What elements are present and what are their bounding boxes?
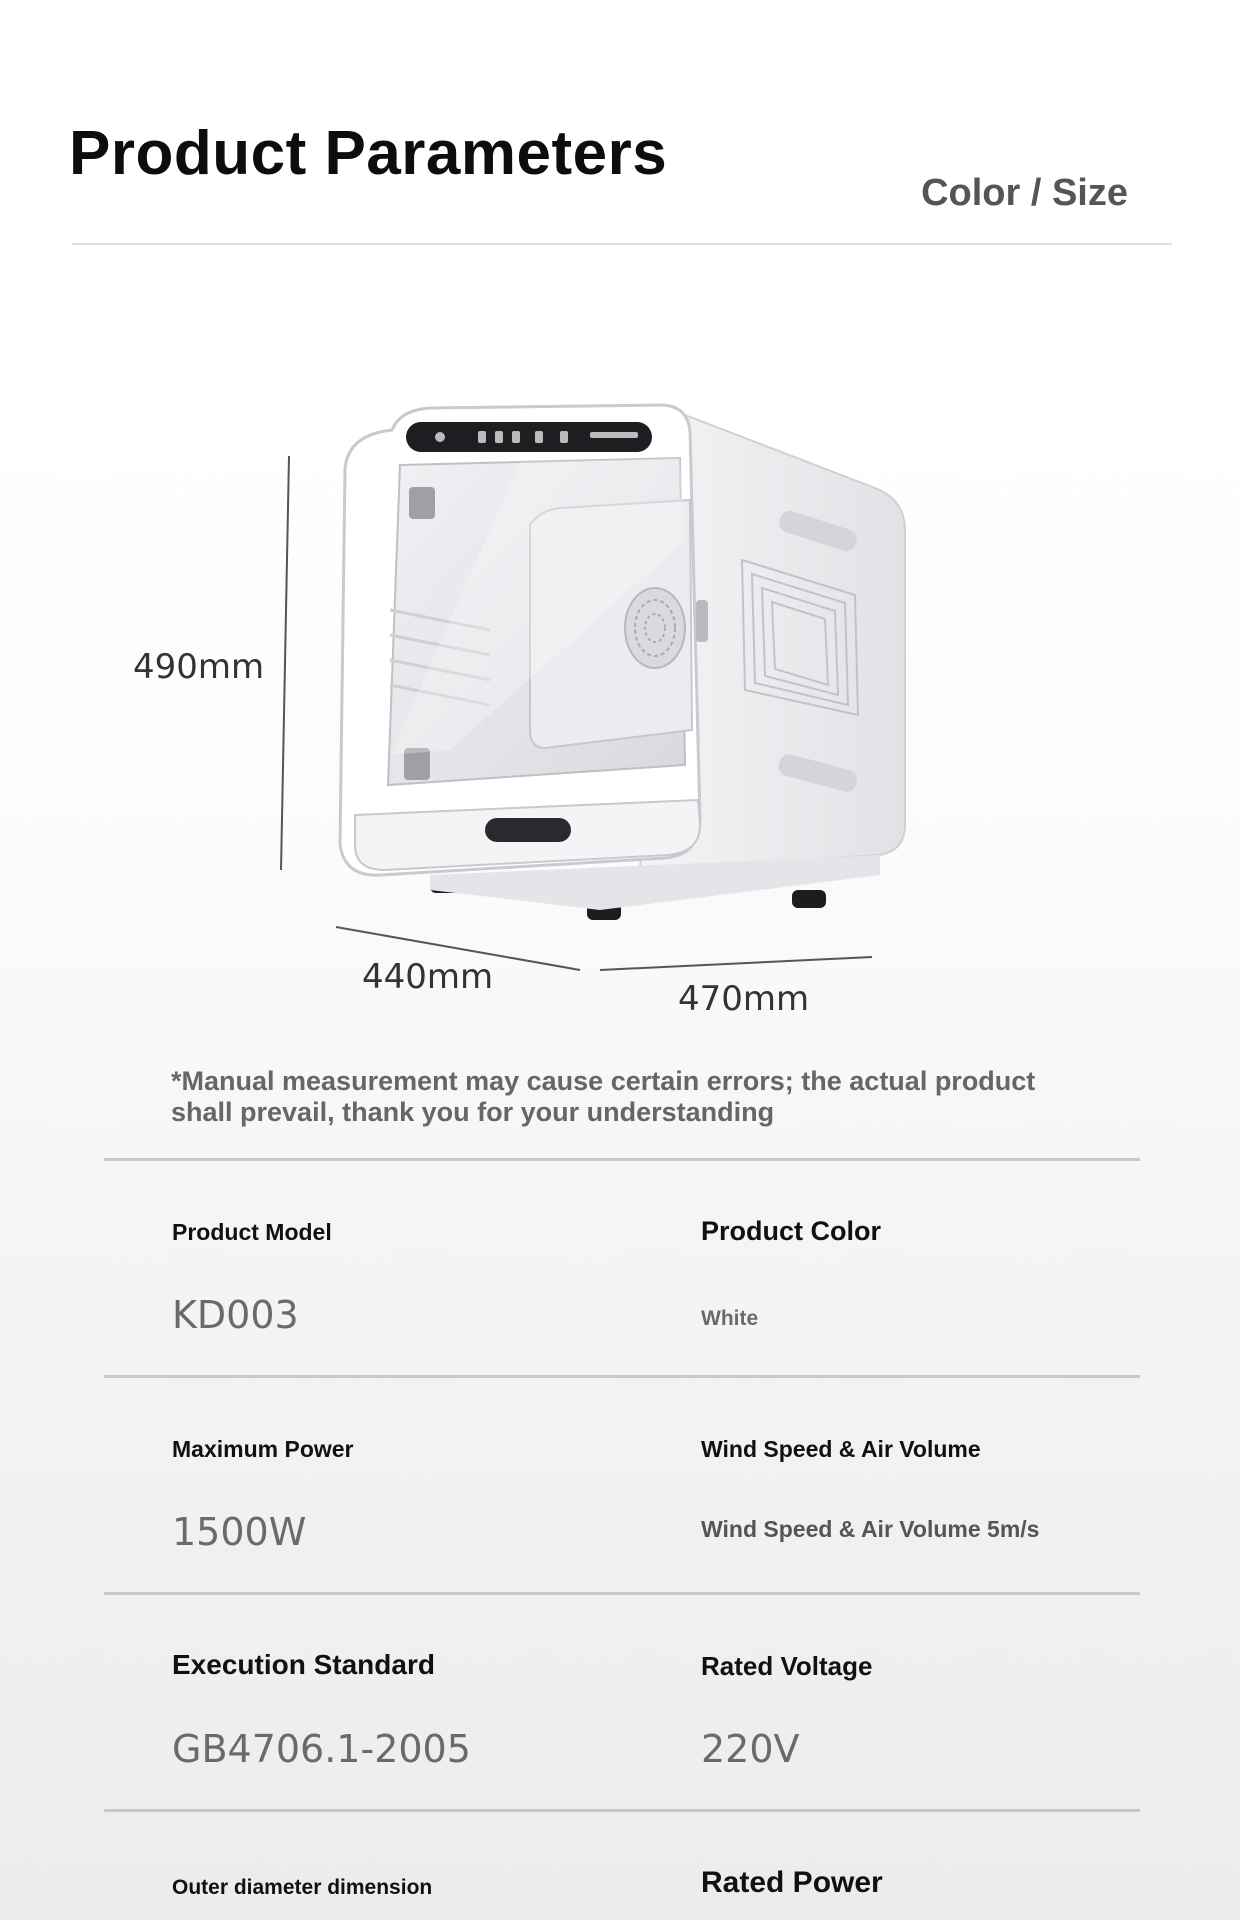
spec-value-product-color: White bbox=[701, 1307, 759, 1330]
spec-row bbox=[104, 1375, 1140, 1592]
spec-value-rated-voltage: 220V bbox=[701, 1727, 800, 1771]
depth-dimension-label: 470mm bbox=[678, 979, 810, 1019]
product-foot bbox=[792, 890, 826, 908]
page-title: Product Parameters bbox=[69, 119, 668, 188]
spec-value-execution-standard: GB4706.1-2005 bbox=[172, 1727, 471, 1771]
height-dimension-label: 490mm bbox=[133, 647, 265, 687]
measurement-note: *Manual measurement may cause certain errors; the actual product shall prevail, thank you for your understanding bbox=[171, 1066, 1036, 1127]
window-clip bbox=[409, 487, 435, 519]
spec-value-maximum-power: 1500W bbox=[172, 1510, 307, 1554]
spec-value-product-model: KD003 bbox=[172, 1293, 299, 1337]
spec-label-wind-speed: Wind Speed & Air Volume bbox=[701, 1436, 981, 1462]
depth-dimension-line bbox=[600, 957, 872, 970]
product-illustration bbox=[0, 370, 1240, 1030]
spec-row bbox=[104, 1158, 1140, 1375]
spec-label-maximum-power: Maximum Power bbox=[172, 1436, 354, 1462]
spec-row bbox=[104, 1809, 1140, 1932]
spec-label-rated-power: Rated Power bbox=[701, 1866, 883, 1899]
spec-label-product-color: Product Color bbox=[701, 1216, 881, 1246]
spec-table bbox=[104, 1158, 1140, 1932]
spec-label-outer-dimension: Outer diameter dimension bbox=[172, 1876, 433, 1899]
fan-grille bbox=[625, 588, 685, 668]
header-divider bbox=[72, 243, 1172, 245]
spec-label-execution-standard: Execution Standard bbox=[172, 1649, 435, 1680]
door-latch bbox=[696, 600, 708, 642]
spec-value-wind-speed: Wind Speed & Air Volume 5m/s bbox=[701, 1516, 1040, 1542]
spec-row bbox=[104, 1592, 1140, 1809]
drawer-handle bbox=[485, 818, 571, 842]
page-subtitle: Color / Size bbox=[921, 172, 1128, 214]
spec-label-rated-voltage: Rated Voltage bbox=[701, 1651, 873, 1681]
height-dimension-line bbox=[281, 456, 289, 870]
spec-label-product-model: Product Model bbox=[172, 1219, 332, 1245]
width-dimension-label: 440mm bbox=[362, 957, 494, 997]
